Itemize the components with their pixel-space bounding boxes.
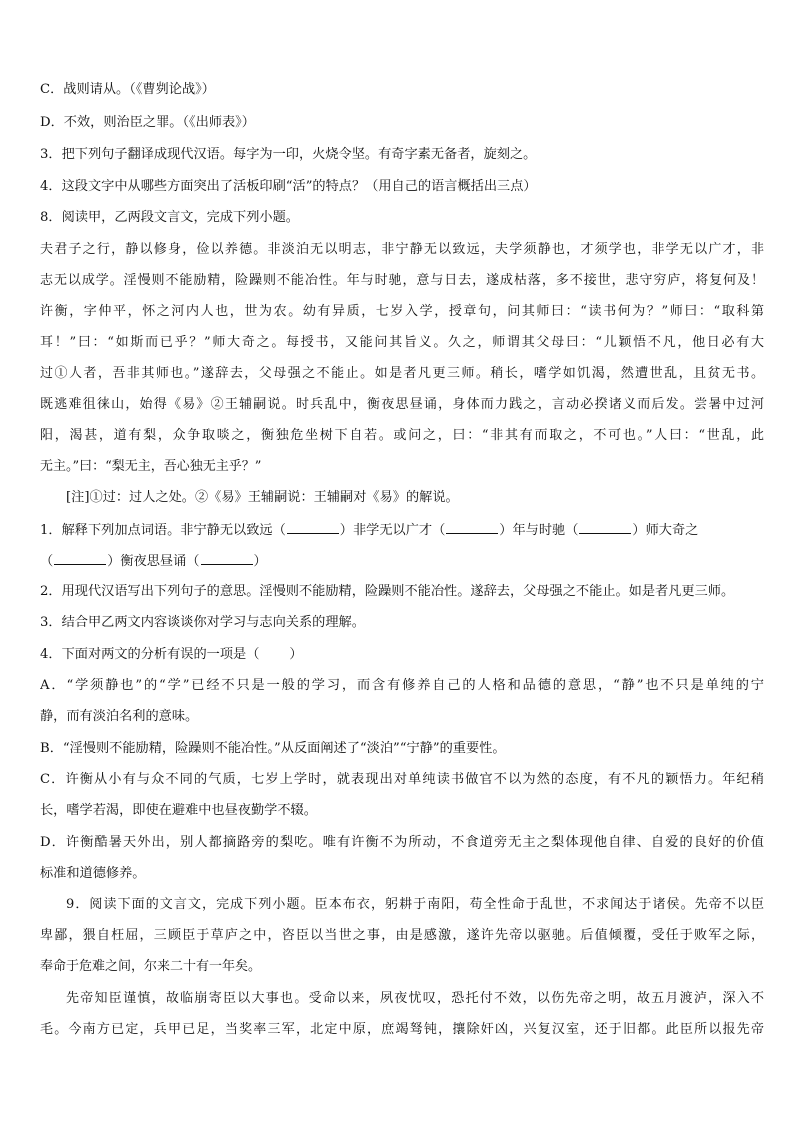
question-9-line-5: 毛。今南方已定，兵甲已足，当奖率三军，北定中原，庶竭驽钝，攘除奸凶，兴复汉室，还于旧都。此臣所以报先帝 bbox=[40, 1022, 764, 1037]
choice-c-line-2: 长，嗜学若渴，即使在避难中也昼夜勤学不辍。 bbox=[40, 803, 317, 818]
passage-b-line-5: 阳，渴甚，道有梨，众争取啖之，衡独危坐树下自若。或问之，曰：“非其有而取之，不可也。”人曰：“世乱，此 bbox=[40, 428, 764, 443]
question-9-line-3: 奉命于危难之间，尔来二十有一年矣。 bbox=[40, 959, 262, 974]
question-8-heading: 8．阅读甲，乙两段文言文，完成下列小题。 bbox=[40, 210, 299, 225]
passage-a-line-2: 志无以成学。淫慢则不能励精，险躁则不能冶性。年与时驰，意与日去，遂成枯落，多不接世，悲守穷庐，将复何及！ bbox=[40, 273, 764, 288]
answer-blank[interactable] bbox=[201, 551, 253, 565]
passage-b-line-2: 耳！”曰：“如斯而已乎？”师大奇之。每授书，又能问其旨义。久之，师谓其父母曰：“儿颖悟不凡，他日必有大 bbox=[40, 335, 764, 350]
choice-a-line-1: A．“学须静也”的“学”已经不只是一般的学习，而含有修养自己的人格和品德的意思，“静”也不只是单纯的宁 bbox=[40, 678, 764, 693]
q81-text-g: ） bbox=[253, 554, 267, 569]
choice-d-line-1: D．许衡酷暑天外出，别人都摘路旁的梨吃。唯有许衡不为所动，不食道旁无主之梨体现他自律、自爱的良好的价值 bbox=[40, 835, 764, 850]
q81-text-b: ）非学无以广才（ bbox=[339, 523, 446, 538]
question-8-2-line: 2．用现代汉语写出下列句子的意思。淫慢则不能励精，险躁则不能冶性。遂辞去，父母强之不能止。如是者凡更三师。 bbox=[40, 584, 735, 599]
passage-b-line-4: 既逃难徂徕山，始得《易》②王辅嗣说。时兵乱中，衡夜思昼诵，身体而力践之，言动必揆诸义而后发。尝暑中过河 bbox=[40, 397, 764, 412]
choice-d-line-2: 标准和道德修养。 bbox=[40, 866, 146, 881]
question-8-4-line bbox=[40, 645, 764, 665]
passage-b-line-6: 无主。”曰：“梨无主，吾心独无主乎？” bbox=[40, 459, 262, 474]
choice-b-line: B．“淫慢则不能励精，险躁则不能冶性。”从反面阐述了“淡泊”“宁静”的重要性。 bbox=[40, 741, 506, 756]
answer-blank[interactable] bbox=[287, 520, 339, 534]
question-9-line-2: 卑鄙，猥自枉屈，三顾臣于草庐之中，咨臣以当世之事，由是感激，遂许先帝以驱驰。后值倾覆，受任于败军之际， bbox=[40, 928, 764, 943]
q84-text: 4．下面对两文的分析有误的一项是（ bbox=[40, 647, 260, 662]
q81-text-a: 1．解释下列加点词语。非宁静无以致远（ bbox=[40, 523, 286, 538]
passage-b-line-1: 许衡，字仲平，怀之河内人也，世为农。幼有异质，七岁入学，授章句，问其师曰：“读书何为？”师曰：“取科第 bbox=[40, 304, 764, 319]
question-9-line-4: 先帝知臣谨慎，故临崩寄臣以大事也。受命以来，夙夜忧叹，恐托付不效，以伤先帝之明，故五月渡泸，深入不 bbox=[66, 991, 764, 1006]
q81-text-f: ）衡夜思昼诵（ bbox=[107, 554, 200, 569]
question-3-line: 3．把下列句子翻译成现代汉语。每字为一印，火烧令坚。有奇字素无备者，旋刻之。 bbox=[40, 147, 537, 162]
q81-text-e: （ bbox=[40, 554, 54, 569]
question-8-1-line-1 bbox=[40, 520, 764, 541]
question-8-3-line: 3．结合甲乙两文内容谈谈你对学习与志向关系的理解。 bbox=[40, 615, 365, 630]
option-d-line: D．不效，则治臣之罪。（《出师表》） bbox=[40, 115, 255, 130]
q81-text-c: ）年与时驰（ bbox=[499, 523, 579, 538]
passage-a-line-1: 夫君子之行，静以修身，俭以养德。非淡泊无以明志，非宁静无以致远，夫学须静也，才须学也，非学无以广才，非 bbox=[40, 242, 764, 257]
question-9-line-1: 9．阅读下面的文言文，完成下列小题。臣本布衣，躬耕于南阳，苟全性命于乱世，不求闻达于诸侯。先帝不以臣 bbox=[66, 897, 764, 912]
option-c-line: C．战则请从。（《曹刿论战》） bbox=[40, 82, 215, 97]
question-4-line: 4．这段文字中从哪些方面突出了活板印刷“活”的特点？（用自己的语言概括出三点） bbox=[40, 179, 537, 194]
answer-blank[interactable] bbox=[446, 520, 498, 534]
answer-blank[interactable] bbox=[54, 551, 106, 565]
choice-c-line-1: C．许衡从小有与众不同的气质，七岁上学时，就表现出对单纯读书做官不以为然的态度，有不凡的颖悟力。年纪稍 bbox=[40, 772, 764, 787]
passage-b-line-3: 过①人者，吾非其师也。”遂辞去，父母强之不能止。如是者凡更三师。稍长，嗜学如饥渴，然遭世乱，且贫无书。 bbox=[40, 366, 764, 381]
answer-blank[interactable] bbox=[579, 520, 631, 534]
choice-a-line-2: 静，而有淡泊名利的意味。 bbox=[40, 709, 199, 724]
q84-close: ） bbox=[289, 647, 303, 662]
annotation-note: [注]①过：过人之处。②《易》王辅嗣说：王辅嗣对《易》的解说。 bbox=[66, 490, 459, 505]
question-8-1-line-2 bbox=[40, 551, 764, 572]
q81-text-d: ）师大奇之 bbox=[632, 523, 699, 538]
